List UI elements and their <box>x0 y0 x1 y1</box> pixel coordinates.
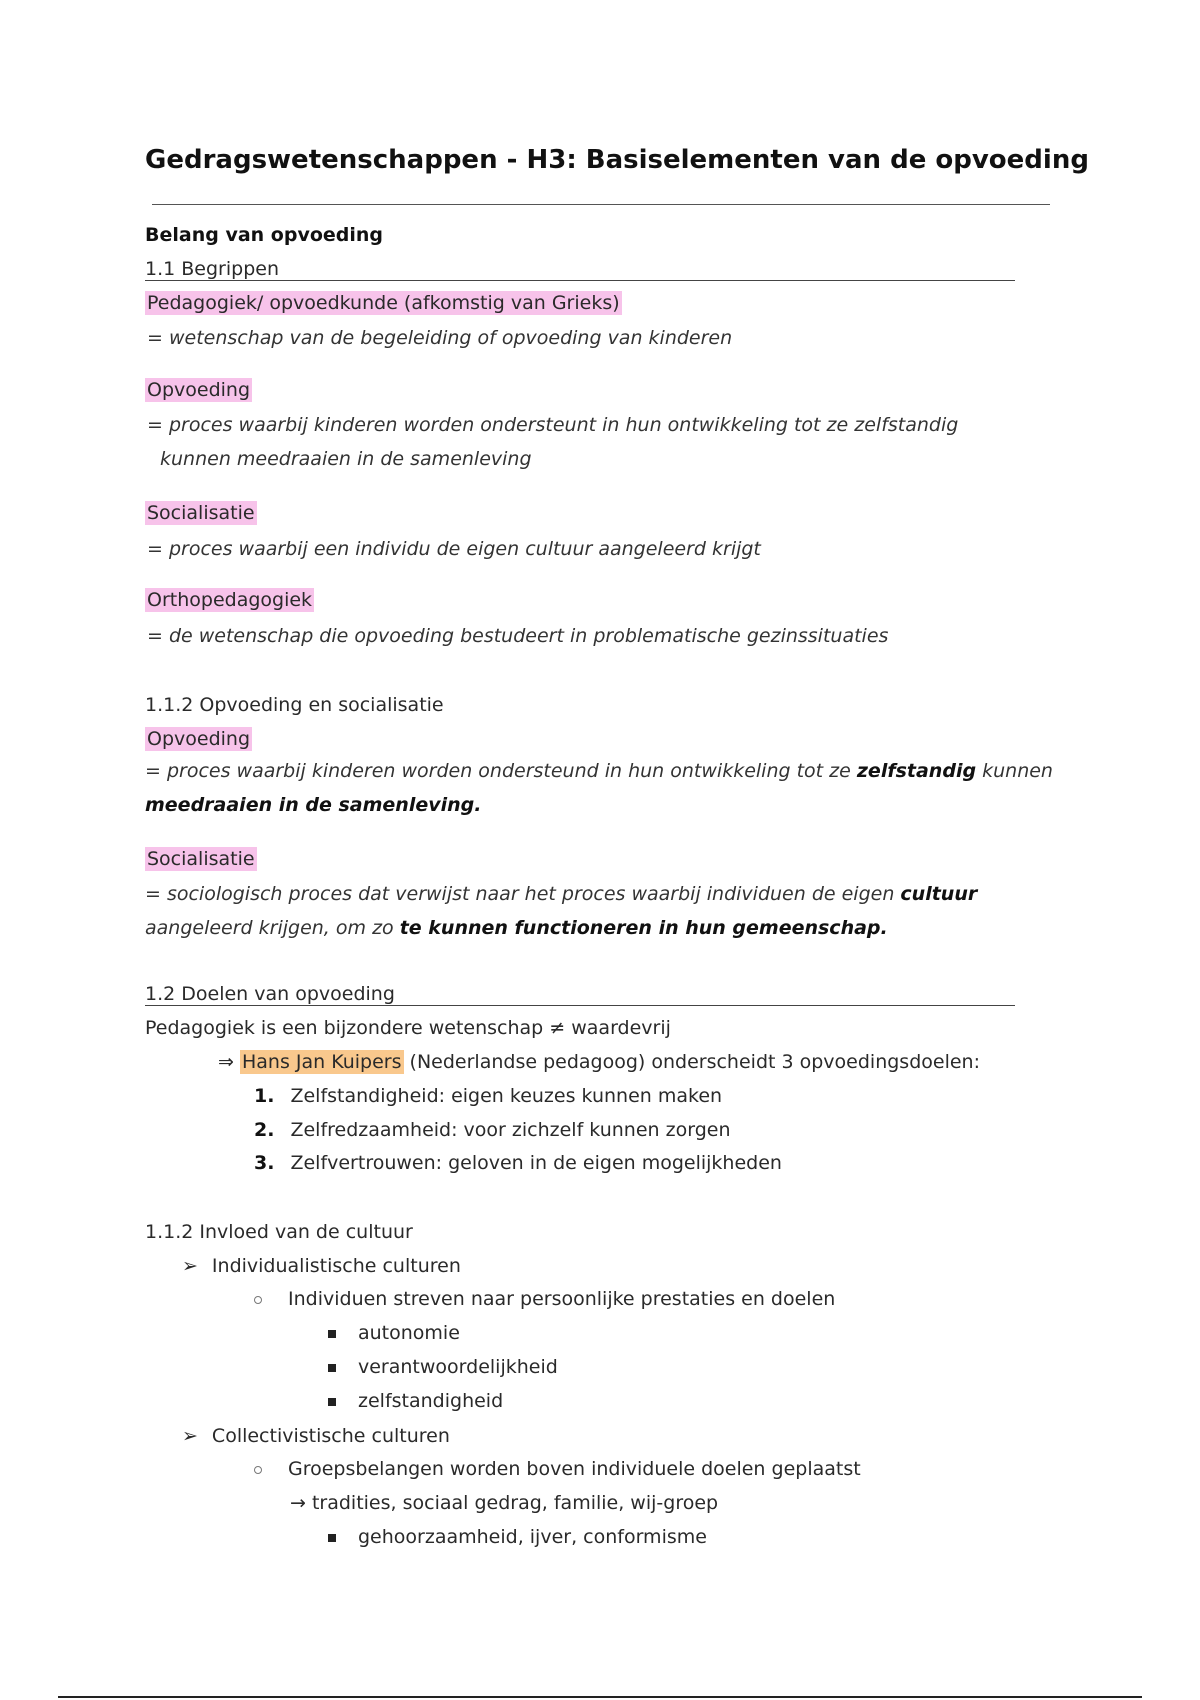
sub-sub-item <box>328 1388 503 1414</box>
def-bold: te kunnen functioneren in hun gemeenschap. <box>399 917 888 939</box>
term-pedagogiek <box>145 290 622 316</box>
double-arrow-icon: ⇒ <box>218 1051 234 1073</box>
sub-sub-text: zelfstandigheid <box>358 1390 504 1412</box>
goal-item <box>254 1083 722 1109</box>
def-pedagogiek: = wetenschap van de begeleiding of opvoeding van kinderen <box>147 327 733 349</box>
circle-bullet-icon <box>254 1296 262 1304</box>
sub-sub-item <box>328 1320 460 1346</box>
page-title: Gedragswetenschappen - H3: Basiselementen van de opvoeding <box>145 145 1089 175</box>
square-bullet-icon <box>328 1364 336 1372</box>
term-highlight: Pedagogiek/ opvoedkunde (afkomstig van Grieks) <box>147 292 620 314</box>
def-socialisatie-2-line2 <box>145 915 888 941</box>
term-highlight: Opvoeding <box>147 728 251 750</box>
term-highlight: Socialisatie <box>147 502 255 524</box>
page-bottom-rule <box>58 1696 1142 1698</box>
goal-number: 3. <box>254 1152 275 1174</box>
heading-1-1-underline <box>145 280 1015 281</box>
term-highlight: Socialisatie <box>147 848 255 870</box>
person-highlight: Hans Jan Kuipers <box>241 1051 402 1073</box>
sub-text: Individuen streven naar persoonlijke prestaties en doelen <box>288 1288 836 1310</box>
def-opvoeding-2-line1 <box>145 758 1053 784</box>
circle-bullet-icon <box>254 1466 262 1474</box>
def-text: aangeleerd krijgen, om zo <box>145 917 400 939</box>
title-divider <box>152 204 1050 205</box>
sub-item-individualistisch <box>254 1286 835 1312</box>
term-opvoeding-2 <box>145 726 252 752</box>
def-bold: cultuur <box>900 883 978 905</box>
square-bullet-icon <box>328 1330 336 1338</box>
term-opvoeding <box>145 377 252 403</box>
goal-item <box>254 1150 782 1176</box>
list-label: Individualistische culturen <box>211 1255 461 1277</box>
sub-sub-item <box>328 1524 707 1550</box>
square-bullet-icon <box>328 1398 336 1406</box>
list-item-collectivistisch <box>182 1423 450 1449</box>
list-item-individualistisch <box>182 1253 461 1279</box>
def-socialisatie: = proces waarbij een individu de eigen cultuur aangeleerd krijgt <box>147 538 761 560</box>
section-heading: Belang van opvoeding <box>145 224 384 246</box>
list-label: Collectivistische culturen <box>211 1425 450 1447</box>
heading-1-1: 1.1 Begrippen <box>145 258 279 280</box>
heading-1-1-2: 1.1.2 Opvoeding en socialisatie <box>145 694 444 716</box>
def-text: = sociologisch proces dat verwijst naar het proces waarbij individuen de eigen <box>145 883 901 905</box>
person-rest: (Nederlandse pedagoog) onderscheidt 3 opvoedingsdoelen: <box>403 1051 980 1073</box>
def-orthopedagogiek: = de wetenschap die opvoeding bestudeert in problematische gezinssituaties <box>147 625 889 647</box>
def-text: kunnen <box>976 760 1053 782</box>
heading-1-2: 1.2 Doelen van opvoeding <box>145 983 395 1005</box>
goal-number: 2. <box>254 1119 275 1141</box>
goal-text: Zelfvertrouwen: geloven in de eigen mogelijkheden <box>290 1152 782 1174</box>
sub-text: Groepsbelangen worden boven individuele doelen geplaatst <box>288 1458 861 1480</box>
def-socialisatie-2-line1 <box>145 881 977 907</box>
doelen-person-line <box>218 1049 980 1075</box>
sub-sub-item <box>328 1354 558 1380</box>
square-bullet-icon <box>328 1534 336 1542</box>
heading-invloed-cultuur: 1.1.2 Invloed van de cultuur <box>145 1221 413 1243</box>
term-highlight: Orthopedagogiek <box>147 589 313 611</box>
term-highlight: Opvoeding <box>147 379 251 401</box>
doelen-intro: Pedagogiek is een bijzondere wetenschap ≠ waardevrij <box>145 1017 671 1039</box>
sub-sub-text: autonomie <box>358 1322 460 1344</box>
arrow-bullet-icon: ➢ <box>182 1425 198 1447</box>
def-bold: zelfstandig <box>856 760 977 782</box>
sub-sub-text: gehoorzaamheid, ijver, conformisme <box>358 1526 707 1548</box>
heading-1-2-underline <box>145 1005 1015 1006</box>
def-opvoeding-line2: kunnen meedraaien in de samenleving <box>160 448 532 470</box>
term-orthopedagogiek <box>145 587 314 613</box>
term-socialisatie <box>145 500 257 526</box>
collective-arrow-line: → tradities, sociaal gedrag, familie, wij-groep <box>290 1492 719 1514</box>
sub-item-collectivistisch <box>254 1456 861 1482</box>
sub-sub-text: verantwoordelijkheid <box>358 1356 558 1378</box>
def-opvoeding-2-line2: meedraaien in de samenleving. <box>145 794 482 816</box>
goal-number: 1. <box>254 1085 275 1107</box>
goal-item <box>254 1117 731 1143</box>
def-text: = proces waarbij kinderen worden ondersteund in hun ontwikkeling tot ze <box>145 760 857 782</box>
goal-text: Zelfredzaamheid: voor zichzelf kunnen zorgen <box>290 1119 731 1141</box>
term-socialisatie-2 <box>145 846 257 872</box>
goal-text: Zelfstandigheid: eigen keuzes kunnen maken <box>290 1085 723 1107</box>
arrow-bullet-icon: ➢ <box>182 1255 198 1277</box>
def-opvoeding-line1: = proces waarbij kinderen worden ondersteunt in hun ontwikkeling tot ze zelfstandig <box>147 414 959 436</box>
